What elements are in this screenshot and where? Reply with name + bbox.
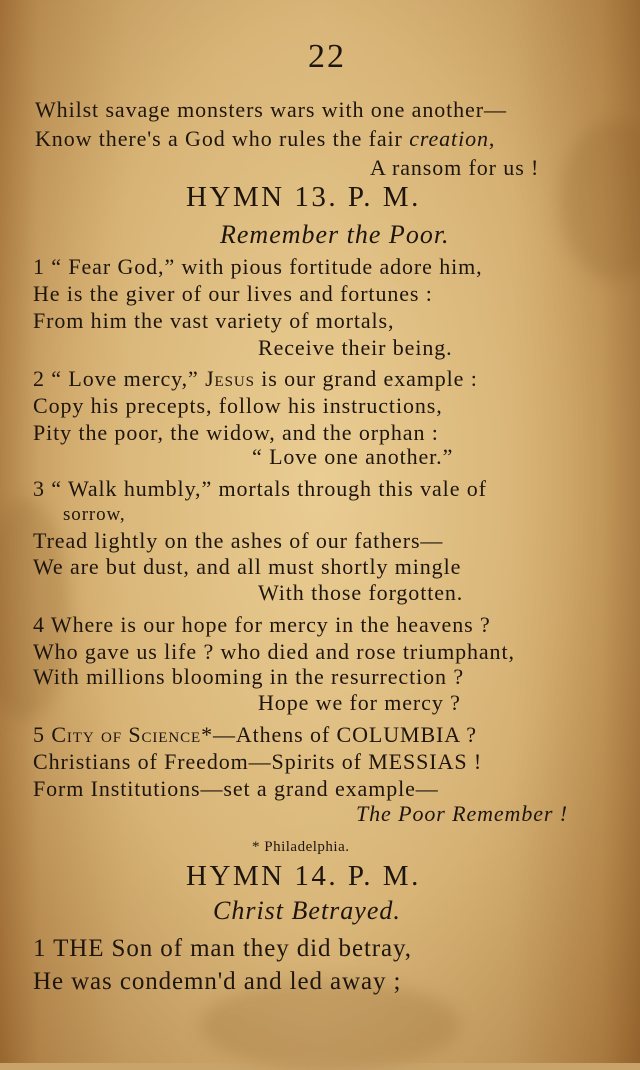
verse-line: Form Institutions—set a grand example— xyxy=(33,776,439,801)
verse-line: Copy his precepts, follow his instructions, xyxy=(33,393,443,418)
hymn-14-subtitle: Christ Betrayed. xyxy=(213,896,401,925)
verse-line: 5 City of Science*—Athens of COLUMBIA ? xyxy=(33,722,477,747)
verse-line: Hope we for mercy ? xyxy=(258,690,461,715)
verse-line: We are but dust, and all must shortly mingle xyxy=(33,554,462,579)
verse-line: 3 “ Walk humbly,” mortals through this vale of xyxy=(33,476,487,501)
verse-line: “ Love one another.” xyxy=(252,444,454,469)
verse-line: Christians of Freedom—Spirits of MESSIAS ! xyxy=(33,749,483,774)
page-number: 22 xyxy=(308,38,346,75)
age-stain xyxy=(560,120,640,280)
verse-line: Pity the poor, the widow, and the orphan : xyxy=(33,420,439,445)
intro-line: A ransom for us ! xyxy=(370,155,540,180)
verse-line: From him the vast variety of mortals, xyxy=(33,308,395,333)
verse-line: Tread lightly on the ashes of our fathers— xyxy=(33,528,444,553)
verse-line: He is the giver of our lives and fortunes : xyxy=(33,281,433,306)
verse-line: He was condemn'd and led away ; xyxy=(33,968,402,995)
hymn-14-title: HYMN 14. P. M. xyxy=(186,860,421,892)
verse-line: Receive their being. xyxy=(258,335,453,360)
verse-line: With those forgotten. xyxy=(258,580,464,605)
intro-line: Whilst savage monsters wars with one another— xyxy=(35,97,507,122)
verse-line: sorrow, xyxy=(63,504,126,525)
verse-line: The Poor Remember ! xyxy=(356,801,568,826)
verse-line: 1 THE Son of man they did betray, xyxy=(33,935,412,962)
hymn-13-subtitle: Remember the Poor. xyxy=(220,220,450,249)
hymn-13-title: HYMN 13. P. M. xyxy=(186,181,421,213)
verse-line: Who gave us life ? who died and rose triumphant, xyxy=(33,639,515,664)
verse-line: 4 Where is our hope for mercy in the heavens ? xyxy=(33,612,491,637)
intro-line: Know there's a God who rules the fair creation, xyxy=(35,126,496,151)
verse-line: 1 “ Fear God,” with pious fortitude adore him, xyxy=(33,254,483,279)
verse-line: With millions blooming in the resurrection ? xyxy=(33,664,464,689)
footnote: * Philadelphia. xyxy=(252,839,350,855)
verse-line: 2 “ Love mercy,” Jesus is our grand example : xyxy=(33,366,478,391)
